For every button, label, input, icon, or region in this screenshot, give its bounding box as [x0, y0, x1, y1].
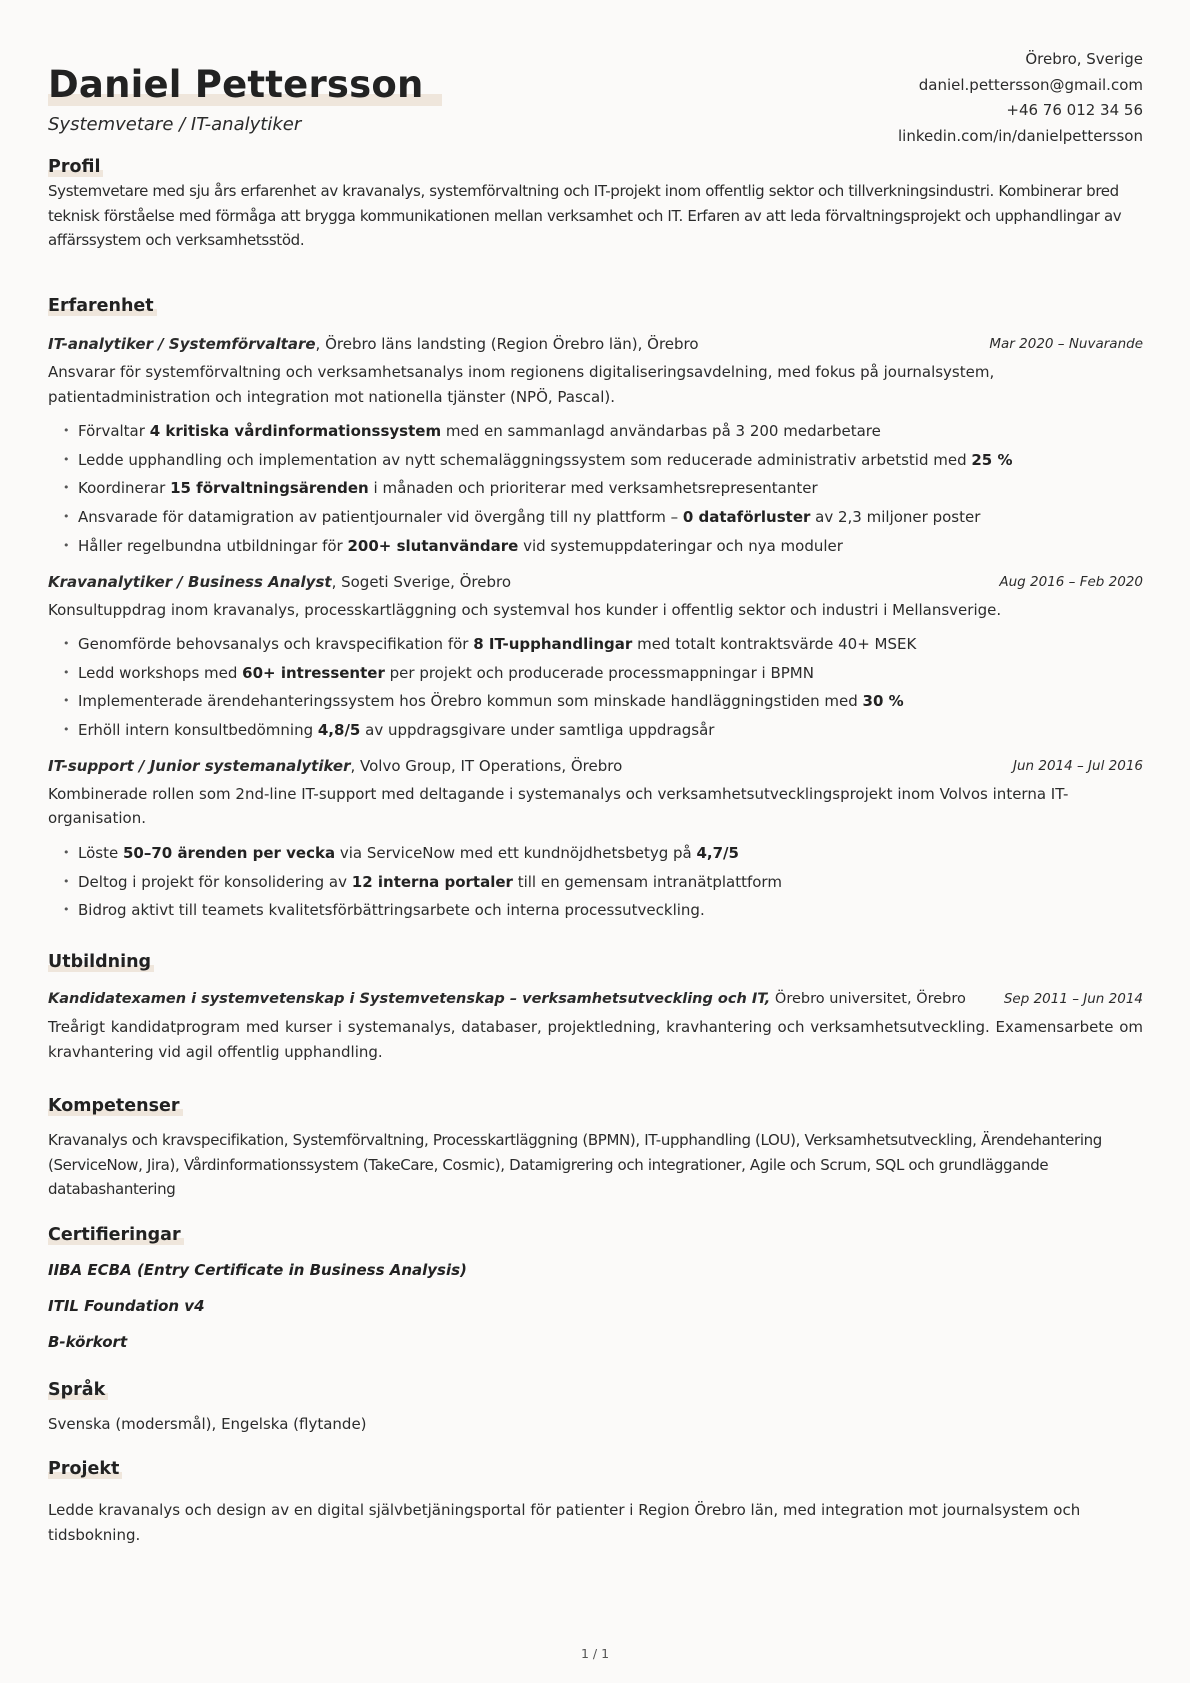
job-header: [48, 755, 1143, 777]
certifications-section: [48, 1223, 1143, 1353]
job-summary: Kombinerade rollen som 2nd-line IT-support med deltagande i systemanalys och verksamhetsutvecklingsprojekt inom Volvos interna IT-organisation.: [48, 784, 1069, 828]
job-role: Kravanalytiker / Business Analyst: [48, 572, 332, 591]
job-entry: [48, 755, 1143, 925]
education-dates: Sep 2011 – Jun 2014: [1003, 991, 1143, 1007]
job-org: , Sogeti Sverige, Örebro: [331, 572, 512, 591]
job-entry: [48, 333, 1143, 561]
list-item: • Deltog i projekt för konsolidering av 12 interna portaler till en gemensam intranätplattform: [48, 868, 1143, 897]
job-org: , Örebro läns landsting (Region Örebro län), Örebro: [315, 335, 699, 353]
job-entry: [48, 571, 1143, 745]
job-role: IT-support / Junior systemanalytiker: [48, 756, 351, 775]
school-name: Örebro universitet, Örebro: [770, 991, 966, 1007]
job-dates: Jun 2014 – Jul 2016: [1012, 757, 1143, 774]
list-item: • Ansvarade för datamigration av patientjournaler vid övergång till ny plattform – 0 dataförluster av 2,3 miljoner poster: [48, 503, 1143, 532]
job-bullets: [48, 630, 1143, 745]
list-item: • Håller regelbundna utbildningar för 200+ slutanvändare vid systemuppdateringar och nya moduler: [48, 532, 1143, 561]
languages-text: Svenska (modersmål), Engelska (flytande): [48, 1415, 367, 1433]
job-bullets: [48, 417, 1143, 561]
contact-block: [898, 47, 1143, 149]
education-heading: Utbildning: [48, 950, 154, 974]
list-item: • Genomförde behovsanalys och kravspecifikation för 8 IT-upphandlingar med totalt kontraktsvärde 40+ MSEK: [48, 630, 1143, 659]
projects-heading: Projekt: [48, 1457, 122, 1481]
list-item: • Erhöll intern konsultbedömning 4,8/5 av uppdragsgivare under samtliga uppdragsår: [48, 716, 1143, 745]
contact-phone: +46 76 012 34 56: [1006, 101, 1143, 119]
list-item: • Ledde upphandling och implementation av nytt schemaläggningssystem som reducerade administrativ arbetstid med 25 %: [48, 446, 1143, 475]
job-header: [48, 333, 1143, 355]
certification-item: IIBA ECBA (Entry Certificate in Business Analysis): [48, 1261, 467, 1279]
job-summary: Konsultuppdrag inom kravanalys, processkartläggning och systemval hos kunder i offentlig sektor och industri i Mellansverige.: [48, 600, 1002, 619]
skills-text: Kravanalys och kravspecifikation, Systemförvaltning, Processkartläggning (BPMN), IT-upphandling (LOU), Verksamhetsutveckling, Ärendehantering (ServiceNow, Jira), Vårdinformationssystem (TakeCare, Cosmic), Datamigrering och integrationer, Agile och Scrum, SQL och grundläggande databashantering: [48, 1131, 1102, 1198]
certification-item: B-körkort: [48, 1333, 128, 1351]
list-item: • Bidrog aktivt till teamets kvalitetsförbättringsarbete och interna processutveckling.: [48, 896, 1143, 925]
contact-linkedin[interactable]: linkedin.com/in/danielpettersson: [897, 126, 1143, 145]
job-dates: Aug 2016 – Feb 2020: [999, 573, 1143, 590]
profile-text: Systemvetare med sju års erfarenhet av kravanalys, systemförvaltning och IT-projekt inom offentlig sektor och tillverkningsindustri. Kombinerar bred teknisk förståelse med förmåga att brygga kommunikationen mellan verksamhet och IT. Erfaren av att leda förvaltningsprojekt och upphandlingar av affärssystem och verksamhetsstöd.: [48, 182, 1122, 249]
contact-email[interactable]: daniel.pettersson@gmail.com: [918, 75, 1143, 94]
projects-section: [48, 1457, 1143, 1547]
contact-location: Örebro, Sverige: [1025, 50, 1143, 68]
certifications-heading: Certifieringar: [48, 1223, 184, 1247]
list-item: • Förvaltar 4 kritiska vårdinformationssystem med en sammanlagd användarbas på 3 200 medarbetare: [48, 417, 1143, 446]
person-name: Daniel Pettersson: [48, 60, 442, 110]
resume-page: [48, 0, 1143, 1544]
name-block: [48, 60, 442, 137]
skills-section: [48, 1094, 1143, 1202]
profile-section: [48, 155, 1143, 253]
page-number: 1 / 1: [580, 1646, 610, 1661]
experience-heading: Erfarenhet: [48, 294, 157, 318]
job-bullets: [48, 839, 1143, 925]
languages-heading: Språk: [48, 1378, 108, 1402]
profile-heading: Profil: [48, 155, 103, 179]
list-item: • Implementerade ärendehanteringssystem hos Örebro kommun som minskade handläggningstiden med 30 %: [48, 687, 1143, 716]
job-role: IT-analytiker / Systemförvaltare: [48, 335, 316, 353]
education-header: [48, 988, 1143, 1010]
job-header: [48, 571, 1143, 593]
education-section: [48, 950, 1143, 1064]
projects-text: Ledde kravanalys och design av en digital självbetjäningsportal för patienter i Region Örebro län, med integration mot journalsystem och tidsbokning.: [48, 1501, 1081, 1544]
list-item: • Ledd workshops med 60+ intressenter per projekt och producerade processmappningar i BPMN: [48, 659, 1143, 688]
job-org: , Volvo Group, IT Operations, Örebro: [350, 756, 623, 775]
person-title: Systemvetare / IT-analytiker: [48, 114, 302, 135]
languages-section: [48, 1378, 1143, 1437]
skills-heading: Kompetenser: [48, 1094, 183, 1118]
job-summary: Ansvarar för systemförvaltning och verksamhetsanalys inom regionens digitaliseringsavdelning, med fokus på journalsystem, patientadministration och integration mot nationella tjänster (NPÖ, Pascal).: [48, 363, 995, 406]
list-item: • Koordinerar 15 förvaltningsärenden i månaden och prioriterar med verksamhetsrepresentanter: [48, 474, 1143, 503]
education-text: Treårigt kandidatprogram med kurser i systemanalys, databaser, projektledning, kravhantering och verksamhetsutveckling. Examensarbete om kravhantering vid agil offentlig upphandling.: [48, 1018, 1143, 1061]
list-item: • Löste 50–70 ärenden per vecka via ServiceNow med ett kundnöjdhetsbetyg på 4,7/5: [48, 839, 1143, 868]
certification-item: ITIL Foundation v4: [48, 1297, 205, 1315]
degree-name: Kandidatexamen i systemvetenskap i Systemvetenskap – verksamhetsutveckling och IT,: [48, 991, 771, 1007]
experience-section: [48, 294, 1143, 925]
resume-header: [48, 0, 1143, 165]
job-dates: Mar 2020 – Nuvarande: [989, 336, 1143, 352]
